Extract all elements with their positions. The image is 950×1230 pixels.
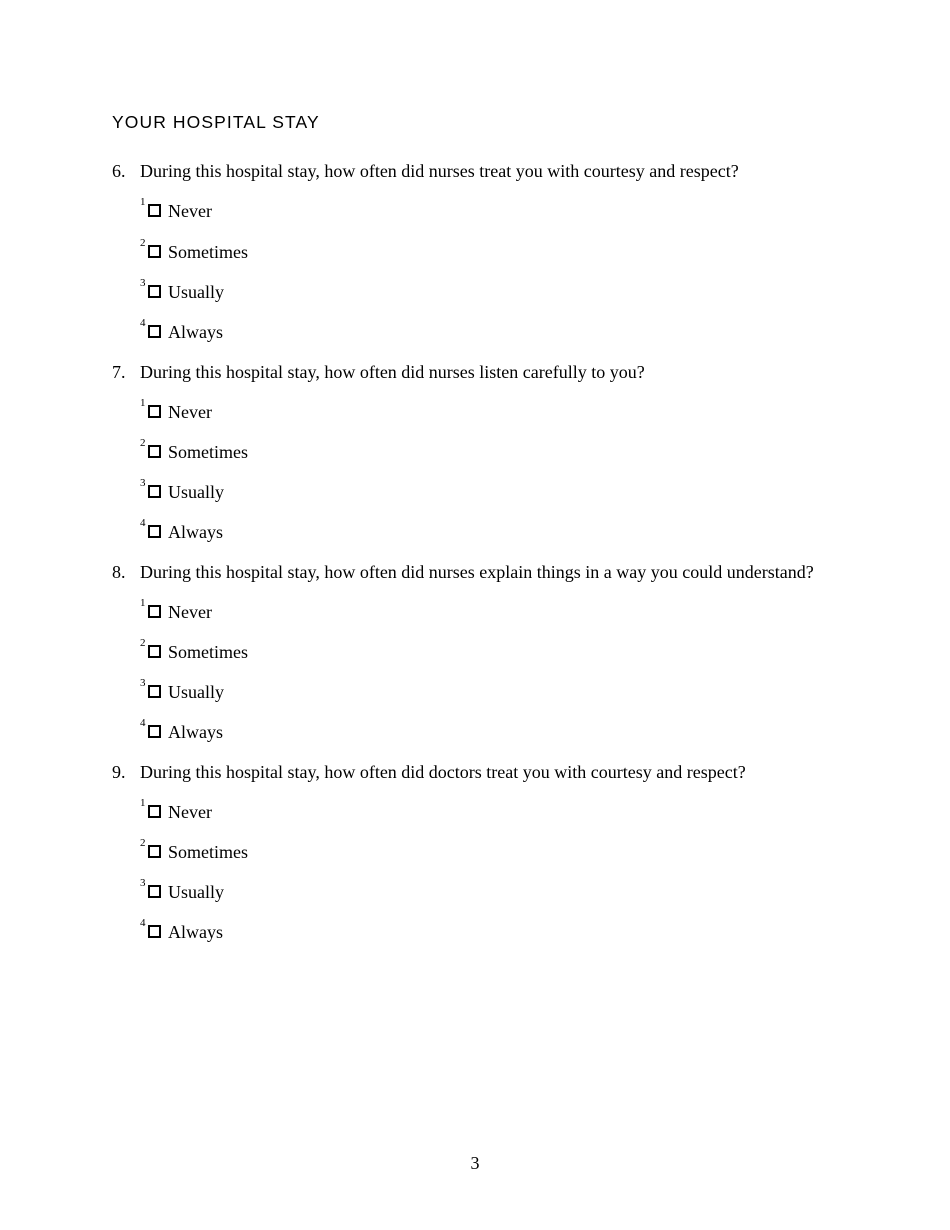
checkbox-icon[interactable] bbox=[148, 285, 161, 298]
checkbox-icon[interactable] bbox=[148, 925, 161, 938]
question-number: 6. bbox=[112, 161, 126, 181]
question-prompt: During this hospital stay, how often did nurses listen carefully to you? bbox=[140, 362, 645, 382]
option-label: Always bbox=[168, 722, 223, 742]
option-label: Never bbox=[168, 602, 212, 622]
option-label: Never bbox=[168, 402, 212, 422]
option-label: Never bbox=[168, 802, 212, 822]
checkbox-icon[interactable] bbox=[148, 204, 161, 217]
checkbox-icon[interactable] bbox=[148, 645, 161, 658]
option-code: 2 bbox=[140, 637, 146, 649]
option-label: Usually bbox=[168, 882, 224, 902]
section-title: YOUR HOSPITAL STAY bbox=[112, 112, 320, 132]
option-code: 4 bbox=[140, 317, 146, 329]
checkbox-icon[interactable] bbox=[148, 685, 161, 698]
question-text bbox=[112, 561, 814, 583]
option-label: Usually bbox=[168, 482, 224, 502]
option-code: 3 bbox=[140, 877, 146, 889]
question-prompt: During this hospital stay, how often did nurses treat you with courtesy and respect? bbox=[140, 161, 739, 181]
option-code: 4 bbox=[140, 917, 146, 929]
option-code: 1 bbox=[140, 797, 146, 809]
option-code: 1 bbox=[140, 597, 146, 609]
option-code: 2 bbox=[140, 437, 146, 449]
question-number: 9. bbox=[112, 762, 126, 782]
option-label: Never bbox=[168, 201, 212, 221]
option-code: 3 bbox=[140, 677, 146, 689]
option-code: 4 bbox=[140, 517, 146, 529]
checkbox-icon[interactable] bbox=[148, 245, 161, 258]
option-code: 1 bbox=[140, 397, 146, 409]
question-number: 7. bbox=[112, 362, 126, 382]
option-label: Usually bbox=[168, 282, 224, 302]
option-code: 3 bbox=[140, 277, 146, 289]
checkbox-icon[interactable] bbox=[148, 885, 161, 898]
option-code: 4 bbox=[140, 717, 146, 729]
checkbox-icon[interactable] bbox=[148, 445, 161, 458]
question-number: 8. bbox=[112, 562, 126, 582]
option-label: Always bbox=[168, 322, 223, 342]
option-label: Sometimes bbox=[168, 442, 248, 462]
option-label: Always bbox=[168, 522, 223, 542]
question-text bbox=[112, 160, 739, 182]
question-text bbox=[112, 761, 746, 783]
option-label: Sometimes bbox=[168, 242, 248, 262]
checkbox-icon[interactable] bbox=[148, 845, 161, 858]
option-label: Always bbox=[168, 922, 223, 942]
option-code: 3 bbox=[140, 477, 146, 489]
checkbox-icon[interactable] bbox=[148, 525, 161, 538]
checkbox-icon[interactable] bbox=[148, 405, 161, 418]
option-label: Sometimes bbox=[168, 842, 248, 862]
checkbox-icon[interactable] bbox=[148, 605, 161, 618]
question-prompt: During this hospital stay, how often did doctors treat you with courtesy and respect? bbox=[140, 762, 746, 782]
option-code: 2 bbox=[140, 237, 146, 249]
option-code: 1 bbox=[140, 196, 146, 208]
option-label: Usually bbox=[168, 682, 224, 702]
checkbox-icon[interactable] bbox=[148, 725, 161, 738]
checkbox-icon[interactable] bbox=[148, 805, 161, 818]
option-code: 2 bbox=[140, 837, 146, 849]
option-label: Sometimes bbox=[168, 642, 248, 662]
checkbox-icon[interactable] bbox=[148, 485, 161, 498]
page-number: 3 bbox=[470, 1153, 480, 1173]
checkbox-icon[interactable] bbox=[148, 325, 161, 338]
question-text bbox=[112, 361, 645, 383]
question-prompt: During this hospital stay, how often did nurses explain things in a way you could understand? bbox=[140, 562, 814, 582]
